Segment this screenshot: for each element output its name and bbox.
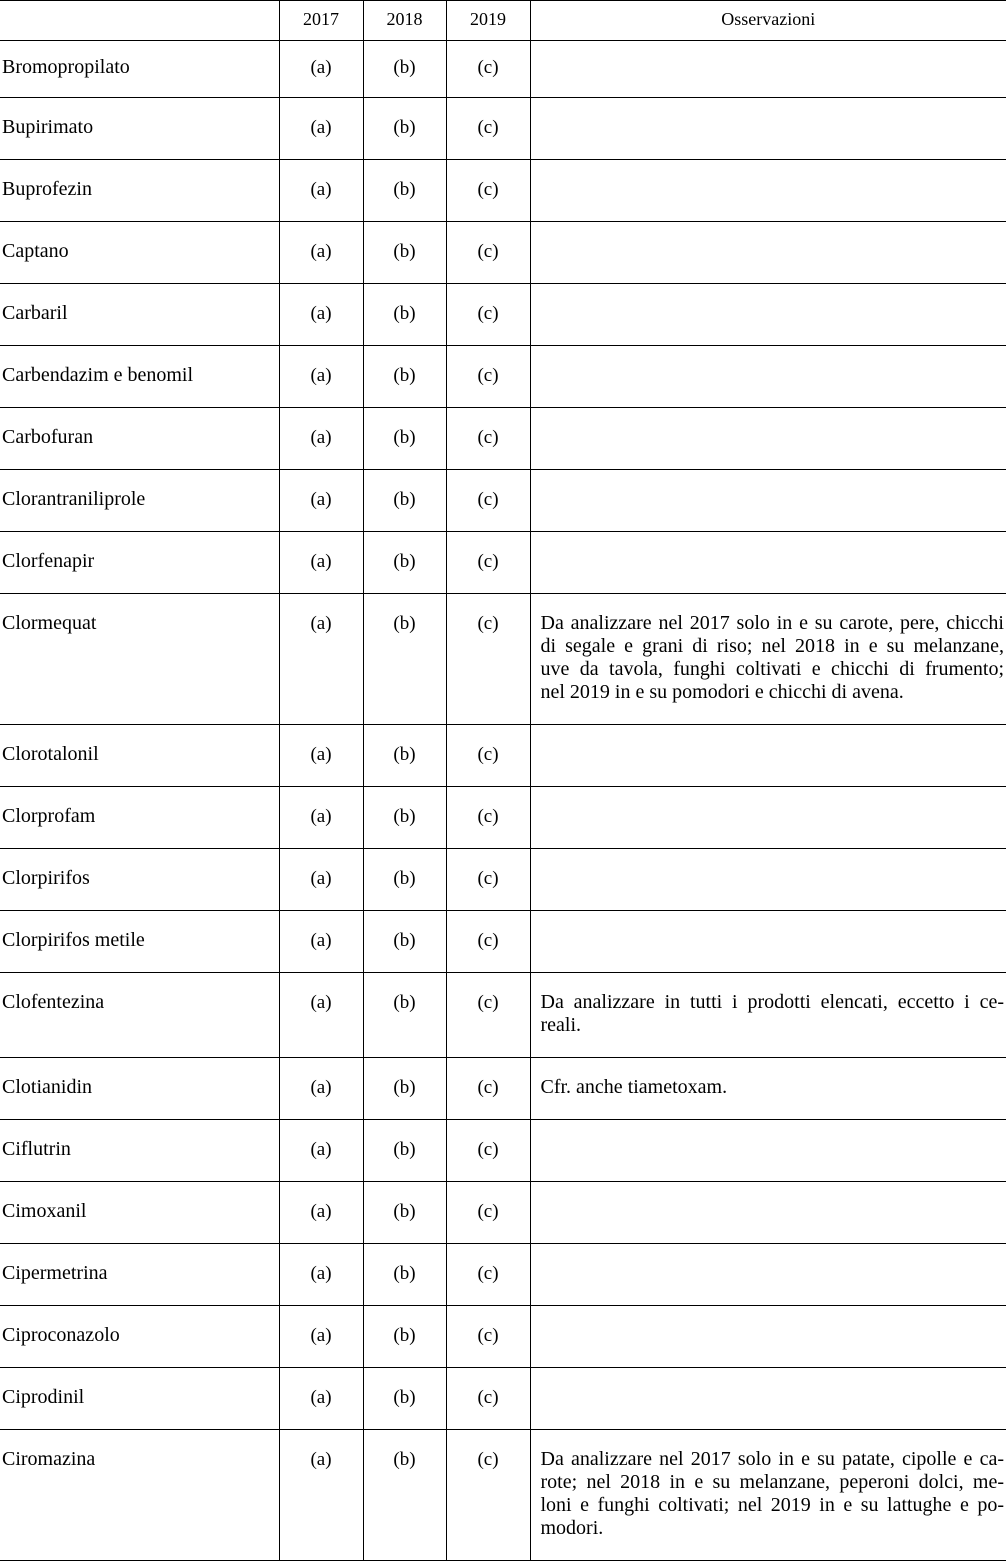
- table-row: [0, 532, 1006, 594]
- substance-name: Clorantraniliprole: [0, 470, 279, 532]
- year-value-2018: (b): [363, 1368, 446, 1430]
- notes-cell: [530, 470, 1006, 532]
- year-value-2018: (b): [363, 973, 446, 1058]
- table-row: [0, 41, 1006, 98]
- year-value-2019: (c): [446, 1058, 530, 1120]
- substance-name: Bupirimato: [0, 98, 279, 160]
- substance-name: Captano: [0, 222, 279, 284]
- year-value-2019: (c): [446, 98, 530, 160]
- substance-name: Ciproconazolo: [0, 1306, 279, 1368]
- table-row: [0, 973, 1006, 1058]
- header-year-2019: 2019: [446, 1, 530, 41]
- note-line: di segale e grani di riso; nel 2018 in e su melanzane,: [540, 635, 1004, 657]
- notes-cell: [530, 1368, 1006, 1430]
- table-row: [0, 160, 1006, 222]
- table-row: [0, 1368, 1006, 1430]
- year-value-2017: (a): [279, 1306, 363, 1368]
- table-row: [0, 911, 1006, 973]
- year-value-2019: (c): [446, 725, 530, 787]
- notes-cell: [530, 849, 1006, 911]
- year-value-2017: (a): [279, 532, 363, 594]
- year-value-2017: (a): [279, 787, 363, 849]
- year-value-2019: (c): [446, 849, 530, 911]
- year-value-2018: (b): [363, 346, 446, 408]
- notes-cell: [530, 284, 1006, 346]
- substance-name: Clorotalonil: [0, 725, 279, 787]
- year-value-2017: (a): [279, 1430, 363, 1561]
- year-value-2019: (c): [446, 787, 530, 849]
- note-line: Da analizzare nel 2017 solo in e su carote, pere, chicchi: [540, 612, 1004, 634]
- year-value-2019: (c): [446, 532, 530, 594]
- table-row: [0, 594, 1006, 725]
- year-value-2019: (c): [446, 284, 530, 346]
- notes-cell: [530, 1430, 1006, 1561]
- year-value-2019: (c): [446, 1430, 530, 1561]
- year-value-2019: (c): [446, 160, 530, 222]
- substance-name: Buprofezin: [0, 160, 279, 222]
- substance-name: Carbaril: [0, 284, 279, 346]
- table-row: [0, 1058, 1006, 1120]
- year-value-2018: (b): [363, 41, 446, 98]
- notes-cell: [530, 1182, 1006, 1244]
- note-line: modori.: [540, 1517, 604, 1539]
- table-row: [0, 1430, 1006, 1561]
- substance-name: Clorprofam: [0, 787, 279, 849]
- year-value-2017: (a): [279, 1244, 363, 1306]
- year-value-2018: (b): [363, 284, 446, 346]
- year-value-2017: (a): [279, 160, 363, 222]
- year-value-2019: (c): [446, 911, 530, 973]
- note-line: Da analizzare nel 2017 solo in e su patate, cipolle e ca-: [540, 1448, 1004, 1470]
- year-value-2018: (b): [363, 222, 446, 284]
- notes-cell: [530, 222, 1006, 284]
- table-row: [0, 98, 1006, 160]
- notes-cell: [530, 1306, 1006, 1368]
- substance-name: Clorpirifos metile: [0, 911, 279, 973]
- year-value-2018: (b): [363, 470, 446, 532]
- note-line: reali.: [540, 1014, 582, 1036]
- header-row: [0, 1, 1006, 41]
- header-notes: Osservazioni: [530, 1, 1006, 41]
- year-value-2017: (a): [279, 1120, 363, 1182]
- note-line: Da analizzare in tutti i prodotti elencati, eccetto i ce-: [540, 991, 1004, 1013]
- substance-name: Ciflutrin: [0, 1120, 279, 1182]
- substance-name: Clotianidin: [0, 1058, 279, 1120]
- year-value-2018: (b): [363, 787, 446, 849]
- notes-cell: [530, 594, 1006, 725]
- substance-name: Cipermetrina: [0, 1244, 279, 1306]
- substance-name: Clormequat: [0, 594, 279, 725]
- year-value-2019: (c): [446, 41, 530, 98]
- substance-name: Carbendazim e benomil: [0, 346, 279, 408]
- year-value-2018: (b): [363, 849, 446, 911]
- year-value-2019: (c): [446, 1306, 530, 1368]
- note-line: Cfr. anche tiametoxam.: [540, 1076, 728, 1098]
- table-row: [0, 725, 1006, 787]
- substance-name: Clorfenapir: [0, 532, 279, 594]
- substance-name: Cimoxanil: [0, 1182, 279, 1244]
- year-value-2019: (c): [446, 1120, 530, 1182]
- notes-cell: [530, 346, 1006, 408]
- year-value-2019: (c): [446, 222, 530, 284]
- table-row: [0, 346, 1006, 408]
- notes-cell: [530, 911, 1006, 973]
- notes-cell: [530, 408, 1006, 470]
- year-value-2019: (c): [446, 470, 530, 532]
- table-row: [0, 284, 1006, 346]
- year-value-2017: (a): [279, 1182, 363, 1244]
- header-year-2017: 2017: [279, 1, 363, 41]
- year-value-2017: (a): [279, 911, 363, 973]
- year-value-2017: (a): [279, 1058, 363, 1120]
- year-value-2017: (a): [279, 222, 363, 284]
- notes-cell: [530, 98, 1006, 160]
- notes-cell: [530, 532, 1006, 594]
- year-value-2017: (a): [279, 284, 363, 346]
- year-value-2017: (a): [279, 470, 363, 532]
- table-body: [0, 41, 1006, 1561]
- note-line: rote; nel 2018 in e su melanzane, peperoni dolci, me-: [540, 1471, 1004, 1493]
- year-value-2017: (a): [279, 346, 363, 408]
- substance-name: Clorpirifos: [0, 849, 279, 911]
- notes-cell: [530, 1244, 1006, 1306]
- notes-cell: [530, 1120, 1006, 1182]
- notes-cell: [530, 160, 1006, 222]
- year-value-2019: (c): [446, 346, 530, 408]
- table-row: [0, 408, 1006, 470]
- year-value-2018: (b): [363, 1244, 446, 1306]
- substance-name: Bromopropilato: [0, 41, 279, 98]
- table-row: [0, 1120, 1006, 1182]
- notes-cell: [530, 973, 1006, 1058]
- table-row: [0, 470, 1006, 532]
- year-value-2018: (b): [363, 1182, 446, 1244]
- year-value-2018: (b): [363, 1306, 446, 1368]
- year-value-2019: (c): [446, 408, 530, 470]
- header-year-2018: 2018: [363, 1, 446, 41]
- substance-name: Clofentezina: [0, 973, 279, 1058]
- year-value-2018: (b): [363, 911, 446, 973]
- table-row: [0, 849, 1006, 911]
- year-value-2018: (b): [363, 532, 446, 594]
- year-value-2018: (b): [363, 1120, 446, 1182]
- table-row: [0, 1306, 1006, 1368]
- substance-name: Carbofuran: [0, 408, 279, 470]
- table-row: [0, 1244, 1006, 1306]
- table-row: [0, 787, 1006, 849]
- year-value-2019: (c): [446, 594, 530, 725]
- year-value-2017: (a): [279, 973, 363, 1058]
- year-value-2019: (c): [446, 1244, 530, 1306]
- year-value-2018: (b): [363, 1430, 446, 1561]
- note-line: nel 2019 in e su pomodori e chicchi di avena.: [540, 681, 904, 703]
- year-value-2017: (a): [279, 408, 363, 470]
- substance-name: Ciromazina: [0, 1430, 279, 1561]
- year-value-2017: (a): [279, 41, 363, 98]
- year-value-2019: (c): [446, 1368, 530, 1430]
- notes-cell: [530, 787, 1006, 849]
- year-value-2017: (a): [279, 98, 363, 160]
- year-value-2018: (b): [363, 408, 446, 470]
- year-value-2019: (c): [446, 1182, 530, 1244]
- table-row: [0, 1182, 1006, 1244]
- year-value-2017: (a): [279, 1368, 363, 1430]
- notes-cell: [530, 725, 1006, 787]
- note-line: uve da tavola, funghi coltivati e chicchi di frumento;: [540, 658, 1004, 680]
- year-value-2017: (a): [279, 849, 363, 911]
- year-value-2017: (a): [279, 594, 363, 725]
- year-value-2017: (a): [279, 725, 363, 787]
- table-row: [0, 222, 1006, 284]
- notes-cell: [530, 1058, 1006, 1120]
- year-value-2019: (c): [446, 973, 530, 1058]
- year-value-2018: (b): [363, 98, 446, 160]
- year-value-2018: (b): [363, 725, 446, 787]
- header-substance-cell: [0, 1, 279, 41]
- note-line: loni e funghi coltivati; nel 2019 in e su lattughe e po-: [540, 1494, 1004, 1516]
- year-value-2018: (b): [363, 1058, 446, 1120]
- year-value-2018: (b): [363, 160, 446, 222]
- notes-cell: [530, 41, 1006, 98]
- substance-name: Ciprodinil: [0, 1368, 279, 1430]
- year-value-2018: (b): [363, 594, 446, 725]
